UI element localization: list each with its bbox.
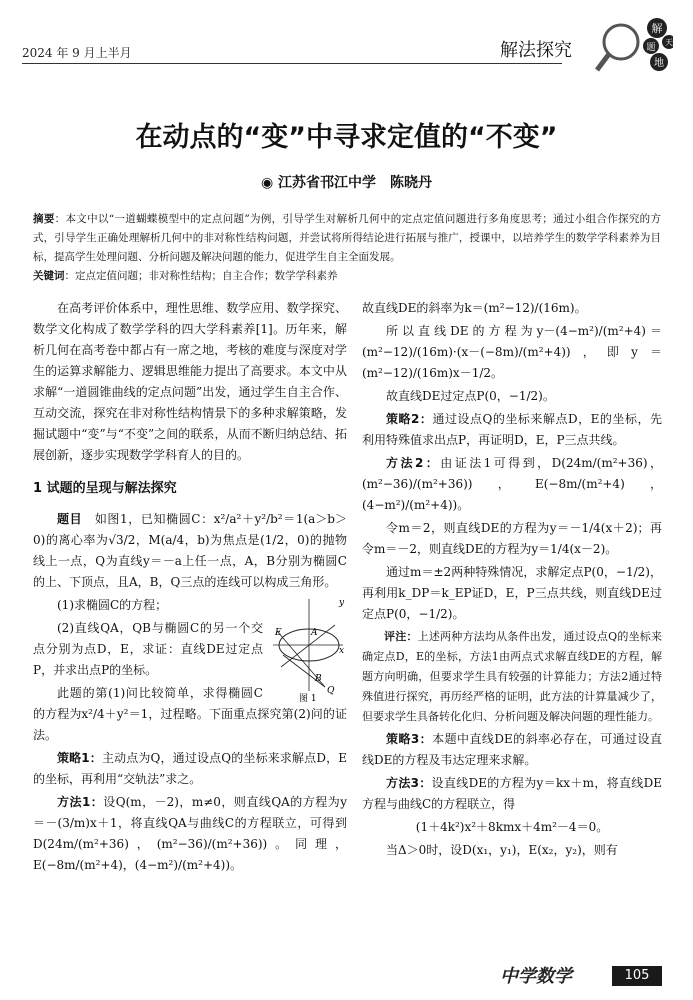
method-1-label: 方法1： [57, 795, 104, 809]
question-1: (1)求椭圆C的方程； [57, 598, 168, 612]
strategy-2-label: 策略2： [386, 412, 433, 426]
badge-char-1: 解 [651, 22, 663, 35]
magnifier-badge-icon [593, 16, 673, 76]
journal-logo: 中学数学 [500, 966, 572, 987]
commentary: 评注：上述两种方法均从条件出发，通过设点Q的坐标来确定点D，E的坐标，方法1由两点式求解直线DE的方程，解题方向明确，但要求学生具有较强的计算能力；方法2通过特殊值进行探究，再历经严格的证明，此方法的计算量减少了，但要求学生具备转化化归、分析问题及解决问题的理性能力。 [362, 630, 662, 723]
article-title: 在动点的“变”中寻求定值的“不变” [135, 122, 558, 153]
strategy-3: 策略3：本题中直线DE的斜率必存在，可通过设直线DE的方程及韦达定理来求解。 [362, 732, 662, 767]
method-3-label: 方法3： [386, 776, 432, 790]
question-2: (2)直线QA，QB与椭圆C的另一个交点分别为点D，E，求证：直线DE过定点P，并求出点P的坐标。 [33, 621, 263, 677]
column-title: 解法探究 [500, 40, 572, 61]
abstract-block [33, 210, 661, 286]
strategy-2: 策略2：通过设点Q的坐标来解点D，E的坐标，先利用特殊值求出点P，再证明D，E，P三点共线。 [362, 412, 662, 447]
analysis-paragraph: 此题的第(1)问比较简单，求得椭圆C的方程为x²/4＋y²＝1，过程略。下面重点探究第(2)问的证法。 [33, 686, 347, 742]
strategy-1-label: 策略1： [57, 751, 102, 765]
figure-1-ellipse-diagram [269, 595, 347, 703]
figure-caption: 图 1 [299, 694, 317, 703]
page-number: 105 [612, 966, 662, 986]
strategy-1: 策略1：主动点为Q，通过设点Q的坐标来求解点D，E的坐标，再利用“交轨法”求之。 [33, 751, 347, 786]
badge-char-4: 地 [654, 58, 664, 69]
right-column [362, 298, 662, 863]
vieta-intro: 当Δ＞0时，设D(x₁，y₁)，E(x₂，y₂)，则有 [386, 843, 618, 857]
collinear-proof: 通过m＝±2两种特殊情况，求解定点P(0，−1/2)，再利用k_DP＝k_EP证D，E，P三点共线，则直线DE过定点P(0，−1/2)。 [362, 565, 662, 621]
abstract-label: 摘要 [33, 213, 55, 225]
keywords-text: ：定点定值问题；非对称性结构；自主合作；数学学科素养 [64, 270, 338, 282]
keywords-label: 关键词 [33, 270, 65, 282]
problem-text: 如图1，已知椭圆C：x²/a²＋y²/b²＝1(a＞b＞0)的离心率为√3/2，M(a/4，b)为焦点是(1/2，0)的抛物线上一点，Q为直线y＝－a上任一点，A，B分别为椭圆C的上、下顶点，且A，B，Q三点的连线可以构成三角形。 [33, 512, 347, 589]
author-line: ◉ 江苏省邗江中学 陈晓丹 [260, 175, 433, 191]
quadratic-equation: (1＋4k²)x²＋8kmx＋4m²－4＝0。 [415, 820, 609, 834]
svg-text:Q: Q [327, 686, 335, 696]
svg-text:x: x [339, 646, 345, 656]
svg-text:A: A [311, 628, 318, 638]
problem-label: 题目 [57, 512, 83, 526]
method-2-label: 方法2： [386, 456, 441, 470]
method-1: 方法1：设Q(m，－2)，m≠0，则直线QA的方程为y＝－(3/m)x＋1，将直线QA与曲线C的方程联立，可得到D(24m/(m²+36)，(m²−36)/(m²+36))。同理，E(−8m/(m²+4)，(4−m²)/(m²+4))。 [33, 795, 347, 872]
svg-text:y: y [339, 598, 345, 608]
abstract-text: ：本文中以“一道蝴蝶模型中的定点问题”为例，引导学生对解析几何中的定点定值问题进行多角度思考；通过小组合作探究的方式，引导学生正确处理解析几何中的非对称性结构问题，并尝试将所得结论进行拓展与推广，授课中，以培养学生的数学学科素养为目标，提高学生处理问题、分析问题及解决问题的能力，促进学生自主全面发展。 [33, 213, 662, 263]
section-heading: 1 试题的呈现与解法探究 [33, 481, 177, 496]
method-2: 方法2：由证法1可得到，D(24m/(m²+36)，(m²−36)/(m²+36))，E(−8m/(m²+4)，(4−m²)/(m²+4))。 [362, 456, 662, 512]
slope-line: 故直线DE的斜率为k＝(m²−12)/(16m)。 [362, 301, 587, 315]
special-values: 令m＝2，则直线DE的方程为y＝－1/4(x＋2)；再令m＝－2，则直线DE的方程为y＝1/4(x－2)。 [362, 521, 662, 556]
header-rule [22, 63, 562, 64]
badge-char-2: 题 [646, 43, 656, 53]
svg-text:B: B [315, 674, 322, 684]
strategy-3-label: 策略3： [386, 732, 433, 746]
svg-text:E: E [275, 628, 282, 638]
method-3: 方法3：设直线DE的方程为y＝kx＋m，将直线DE方程与曲线C的方程联立，得 [362, 776, 662, 811]
commentary-label: 评注： [384, 630, 418, 643]
fixed-point-conclusion: 故直线DE过定点P(0，−1/2)。 [386, 389, 555, 403]
badge-char-3: 天 [665, 38, 673, 47]
left-column [33, 298, 347, 878]
problem-statement [33, 509, 347, 593]
line-equation: 所以直线DE的方程为y－(4−m²)/(m²+4)＝(m²−12)/(16m)·(x－(−8m)/(m²+4))，即y＝(m²−12)/(16m)x－1/2。 [362, 324, 662, 380]
issue-date: 2024 年 9 月上半月 [22, 46, 132, 60]
intro-paragraph: 在高考评价体系中，理性思维、数学应用、数学探究、数学文化构成了数学学科的四大学科素养[1]。历年来，解析几何在高考卷中都占有一席之地，考核的难度与深度对学生的运算求解能力、逻辑思维能力提出了高要求。本文中从求解“一道圆锥曲线的定点问题”出发，通过学生自主合作、互动交流，探究在非对称性结构情景下的多种求解策略，发掘试题中“变”与“不变”之间的联系，从而不断归纳总结、拓展创新，逐步实现数学学科育人的目的。 [33, 301, 347, 462]
